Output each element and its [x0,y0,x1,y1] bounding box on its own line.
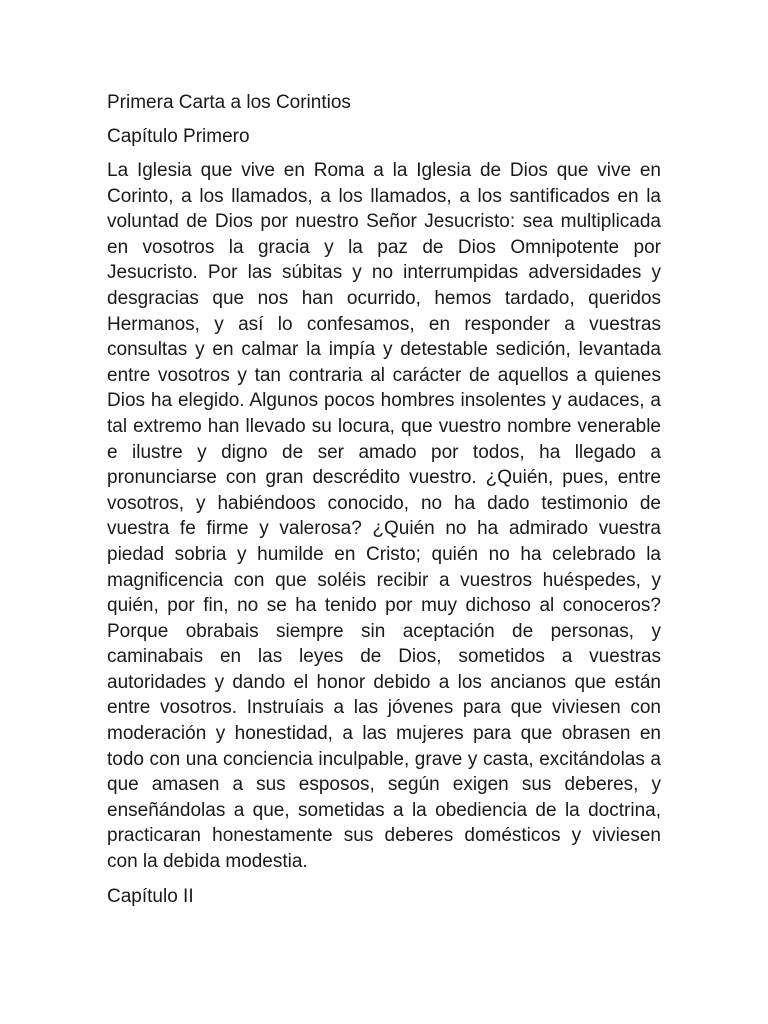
chapter-1-heading: Capítulo Primero [107,126,250,147]
document-title: Primera Carta a los Corintios [107,92,351,113]
document-page [107,90,661,918]
chapter-2-heading: Capítulo II [107,885,194,907]
chapter-1-paragraph: La Iglesia que vive en Roma a la Iglesia de Dios que vive en Corinto, a los llamados, a los llamados, a los santificados en la voluntad de Dios por nuestro Señor Jesucristo: sea multiplicada en vosotros la gracia y la paz de Dios Omnipotente por Jesucristo. Por las súbitas y no interrumpidas adversidades y desgracias que nos han ocurrido, hemos tardado, queridos Hermanos, y así lo confesamos, en responder a vuestras consultas y en calmar la impía y detestable sedición, levantada entre vosotros y tan contraria al carácter de aquellos a quienes Dios ha elegido. Algunos pocos hombres insolentes y audaces, a tal extremo han llevado su locura, que vuestro nombre venerable e ilustre y digno de ser amado por todos, ha llegado a pronunciarse con gran descrédito vuestro. ¿Quién, pues, entre vosotros, y habiéndoos conocido, no ha dado testimonio de vuestra fe firme y valerosa? ¿Quién no ha admirado vuestra piedad sobria y humilde en Cristo; quién no ha celebrado la magnificencia con que soléis recibir a vuestros huéspedes, y quién, por fin, no se ha tenido por muy dichoso al conoceros? Porque obrabais siempre sin aceptación de personas, y caminabais en las leyes de Dios, sometidos a vuestras autoridades y dando el honor debido a los ancianos que están entre vosotros. Instruíais a las jóvenes para que viviesen con moderación y honestidad, a las mujeres para que obrasen en todo con una conciencia inculpable, grave y casta, excitándolas a que amasen a sus esposos, según exigen sus deberes, y enseñándolas a que, sometidas a la obediencia de la doctrina, practicaran honestamente sus deberes domésticos y viviesen con la debida modestia. [107,160,661,873]
